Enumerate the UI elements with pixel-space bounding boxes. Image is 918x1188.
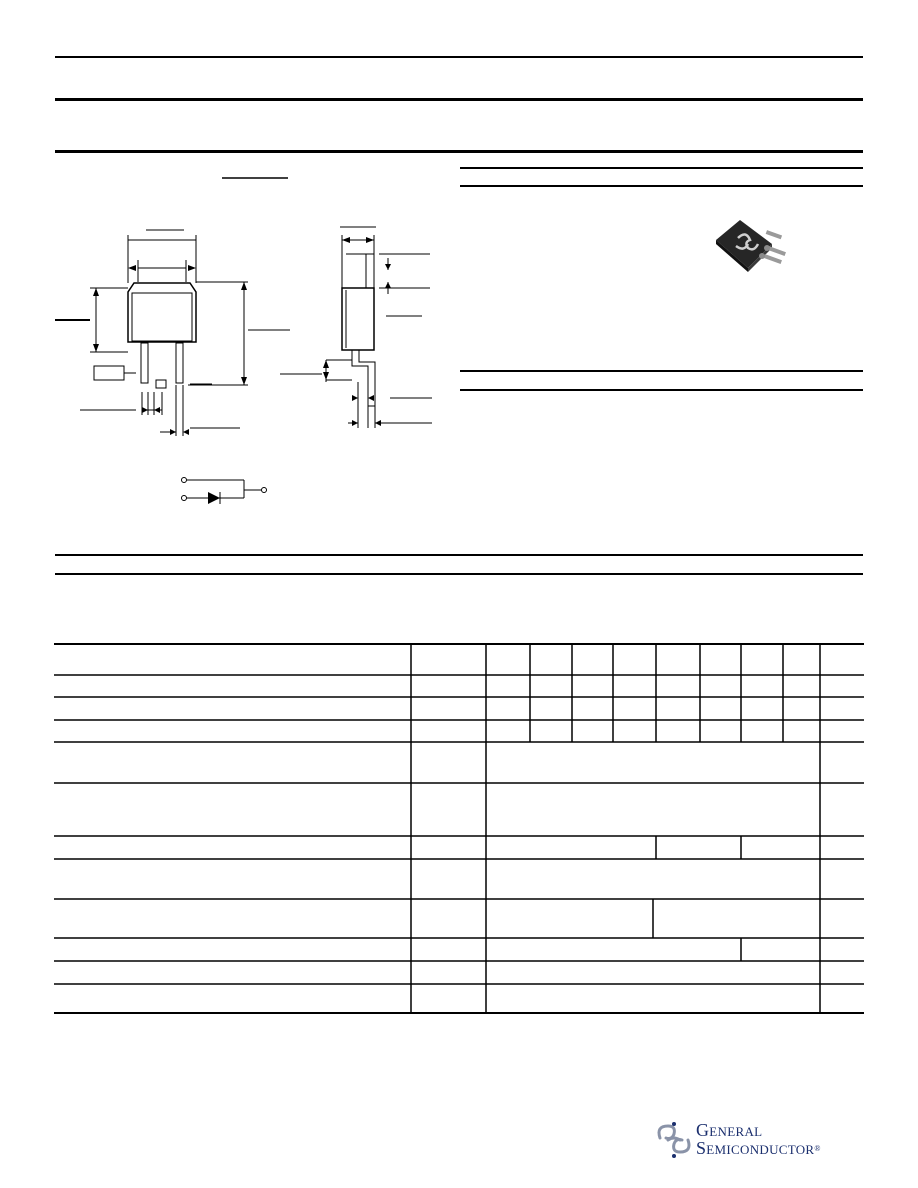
ratings-rule-top: [55, 554, 863, 556]
registered-trademark-mark: ®: [814, 1144, 821, 1153]
features-rule-top: [460, 167, 863, 169]
header-rule-bottom: [55, 150, 863, 153]
schematic-diode-symbol: [176, 470, 276, 510]
header-rule-middle: [55, 98, 863, 101]
header-rule-top: [55, 56, 863, 58]
brand-wordmark: [696, 1122, 821, 1158]
package-outline-drawing: [50, 170, 450, 440]
brand-name-general: General: [696, 1120, 763, 1140]
d2pak-package-photo: [712, 212, 788, 274]
features-rule-bottom: [460, 185, 863, 187]
brand-name-semiconductor: Semiconductor: [696, 1138, 815, 1158]
mech-rule-bottom: [460, 389, 863, 391]
ratings-table-grid: [54, 643, 864, 1015]
mech-rule-top: [460, 370, 863, 372]
brand-line-2: [696, 1140, 821, 1158]
ratings-rule-bottom: [55, 573, 863, 575]
brand-swirl-logo: [654, 1118, 694, 1162]
